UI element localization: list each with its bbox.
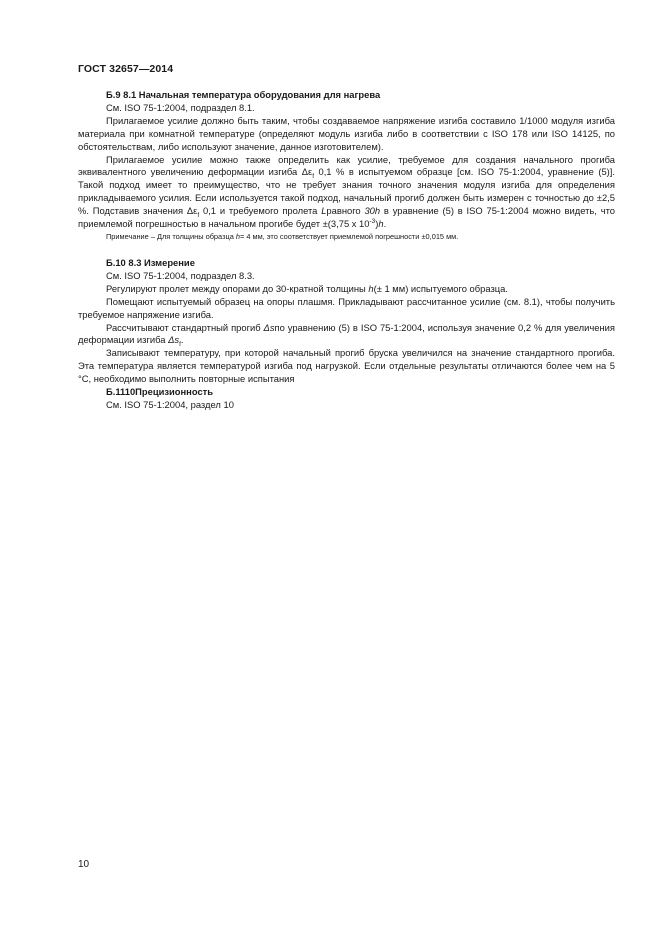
section-b10-paragraph-4: Записывают температуру, при которой начальный прогиб бруска увеличился на значение стандартного прогиба. Эта температура является температурой изгиба под нагрузкой. Если отдельные результаты отличаются более чем на 5 °С, необходимо выполнить повторные испытания xyxy=(78,347,615,385)
section-b9-title: Б.9 8.1 Начальная температура оборудования для нагрева xyxy=(106,89,381,100)
document-header: ГОСТ 32657—2014 xyxy=(78,63,174,75)
section-b10-paragraph-3: Рассчитывают стандартный прогиб Δsпо уравнению (5) в ISO 75-1:2004, используя значение 0,2 % для увеличения деформации изгиба $\Delta s_f$. xyxy=(78,321,615,349)
section-b11-reference: См. ISO 75-1:2004, раздел 10 xyxy=(106,398,234,410)
page-number: 10 xyxy=(78,859,90,870)
section-b9-note: Примечание – Для толщины образца h= 4 мм, это соответствует приемлемой погрешности ±0,015 мм. xyxy=(106,231,459,241)
section-b9-paragraph-2: Прилагаемое усилие можно также определить как усилие, требуемое для создания начального прогиба эквивалентного увеличению деформации изгиба $\Delta\varepsilon_f$ 0,1 % в испытуемом образце [см. ISO 75-1:2004, уравнение (5)]. Такой подход имеет то преимущество, что не требует знания точного значения модуля изгиба для определения прикладываемого усилия. Если используется такой подход, начальный прогиб должен быть измерен с точностью до ±2,5 %. Подставив значения $\Delta\varepsilon_f$ 0,1 и требуемого пролета Lравного 30h в уравнение (5) в ISO 75-1:2004 можно видеть, что приемлемой погрешностью в начальном прогибе будет ±(3,75 x $10^{-3})h$. xyxy=(78,153,615,230)
section-b11-title: Б.1110Прецизионность xyxy=(106,386,214,398)
document-body xyxy=(78,89,615,412)
section-b10-paragraph-2: Помещают испытуемый образец на опоры плашмя. Прикладывают рассчитанное усилие (см. 8.1), чтобы получить требуемое напряжение изгиба. xyxy=(78,295,615,320)
section-b10-paragraph-1: Регулируют пролет между опорами до 30-кратной толщины h(± 1 мм) испытуемого образца. xyxy=(106,282,508,294)
section-b10-reference: См. ISO 75-1:2004, подраздел 8.3. xyxy=(106,269,255,281)
section-b9-reference: См. ISO 75-1:2004, подраздел 8.1. xyxy=(106,101,255,113)
section-b9-paragraph-1: Прилагаемое усилие должно быть таким, чтобы создаваемое напряжение изгиба составило 1/1000 модуля изгиба материала при комнатной температуре (определяют модуль изгиба либо в соответствии с ISO 178 или ISO 14125, по обстоятельствам, либо используют значение, данное изготовителем). xyxy=(78,114,615,152)
section-b10-title: Б.10 8.3 Измерение xyxy=(106,256,195,268)
